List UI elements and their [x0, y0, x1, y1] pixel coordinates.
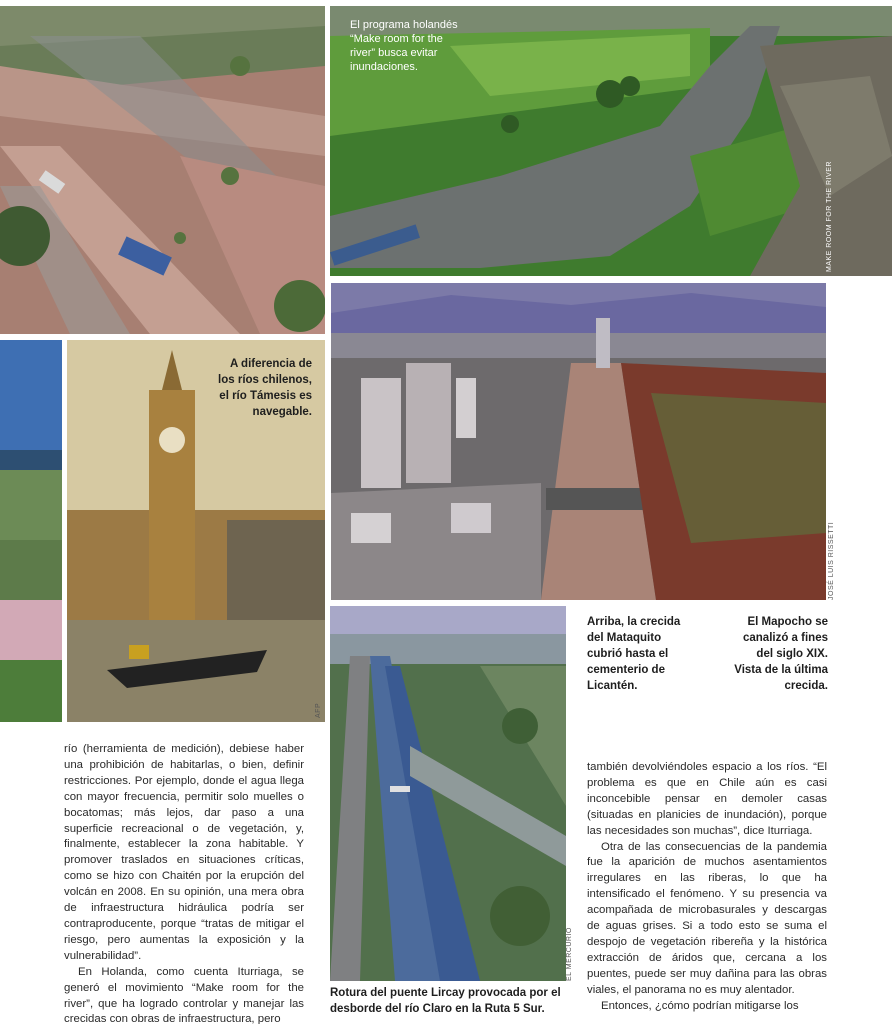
credit-thames: AFP	[315, 702, 322, 718]
caption-mapocho: El Mapocho se canalizó a fines del siglo XIX. Vista de la última crecida.	[734, 616, 828, 692]
caption-lircay: Rotura del puente Lircay provocada por el desborde del río Claro en la Ruta 5 Sur.	[330, 987, 561, 1015]
article-paragraph: Entonces, ¿cómo podrían mitigarse los	[601, 999, 799, 1012]
flooded-highway-image	[0, 6, 325, 334]
photo-coastal-strip	[0, 340, 62, 722]
credit-lircay: EL MERCURIO	[566, 927, 573, 981]
credit-netherlands: MAKE ROOM FOR THE RIVER	[826, 161, 833, 272]
lircay-image	[330, 606, 566, 981]
credit-mapocho: JOSÉ LUIS RISSETTI	[828, 521, 835, 600]
article-column-left	[64, 742, 304, 1024]
article-paragraph: también devolviéndoles espacio a los ríos. “El problema es que en Chile aún es casi inconcebible pensar en demoler casas (situadas en planicies de inundación), porque las necesidades son muchas”, dice Iturriaga.	[587, 761, 827, 837]
caption-netherlands: El programa holandés “Make room for the river” busca evitar inundaciones.	[350, 19, 458, 73]
article-paragraph: Otra de las consecuencias de la pandemia fue la aparición de muchos asentamientos irregulares en las riberas, lo que ha intensificado el fenómeno. Y su presencia va acompañada de microbasurales y descargas de aguas grises. Si a todo esto se suma el despojo de vegetación ribereña y la histórica extracción de áridos que, cercana a los puentes, puede ser muy dañina para las obras viales, el panorama no es muy alentador.	[587, 840, 827, 996]
caption-thames: A diferencia de los ríos chilenos, el río Támesis es navegable.	[218, 358, 312, 418]
caption-mataquito: Arriba, la crecida del Mataquito cubrió hasta el cementerio de Licantén.	[587, 616, 681, 692]
coastal-strip-image	[0, 340, 62, 722]
article-paragraph: río (herramienta de medición), debiese haber una prohibición de habitarlas, o bien, definir restricciones. Por ejemplo, donde el agua llega con mayor frecuencia, permitir solo muelles o bocatomas; más lejos, dar paso a una superficie recreacional o de vegetación, y, finalmente, establecer la zona habitable. Y promover traslados en situaciones críticas, como se hizo con Chaitén por la erupción del volcán en 2008. En su opinión, una mera obra de infraestructura hidráulica podría ser contraproducente, porque “tratas de mitigar el riesgo, pero aumentas la exposición y la vulnerabilidad”.	[64, 743, 304, 962]
photo-lircay-bridge	[330, 606, 566, 981]
article-column-right	[587, 760, 827, 1015]
photo-mapocho-santiago	[331, 283, 826, 600]
mapocho-image	[331, 283, 826, 600]
article-paragraph: En Holanda, como cuenta Iturriaga, se generó el movimiento “Make room for the river”, que ha logrado controlar y manejar las crecidas con obras de infraestructura, pero	[64, 965, 304, 1024]
photo-flooded-highway	[0, 6, 325, 334]
